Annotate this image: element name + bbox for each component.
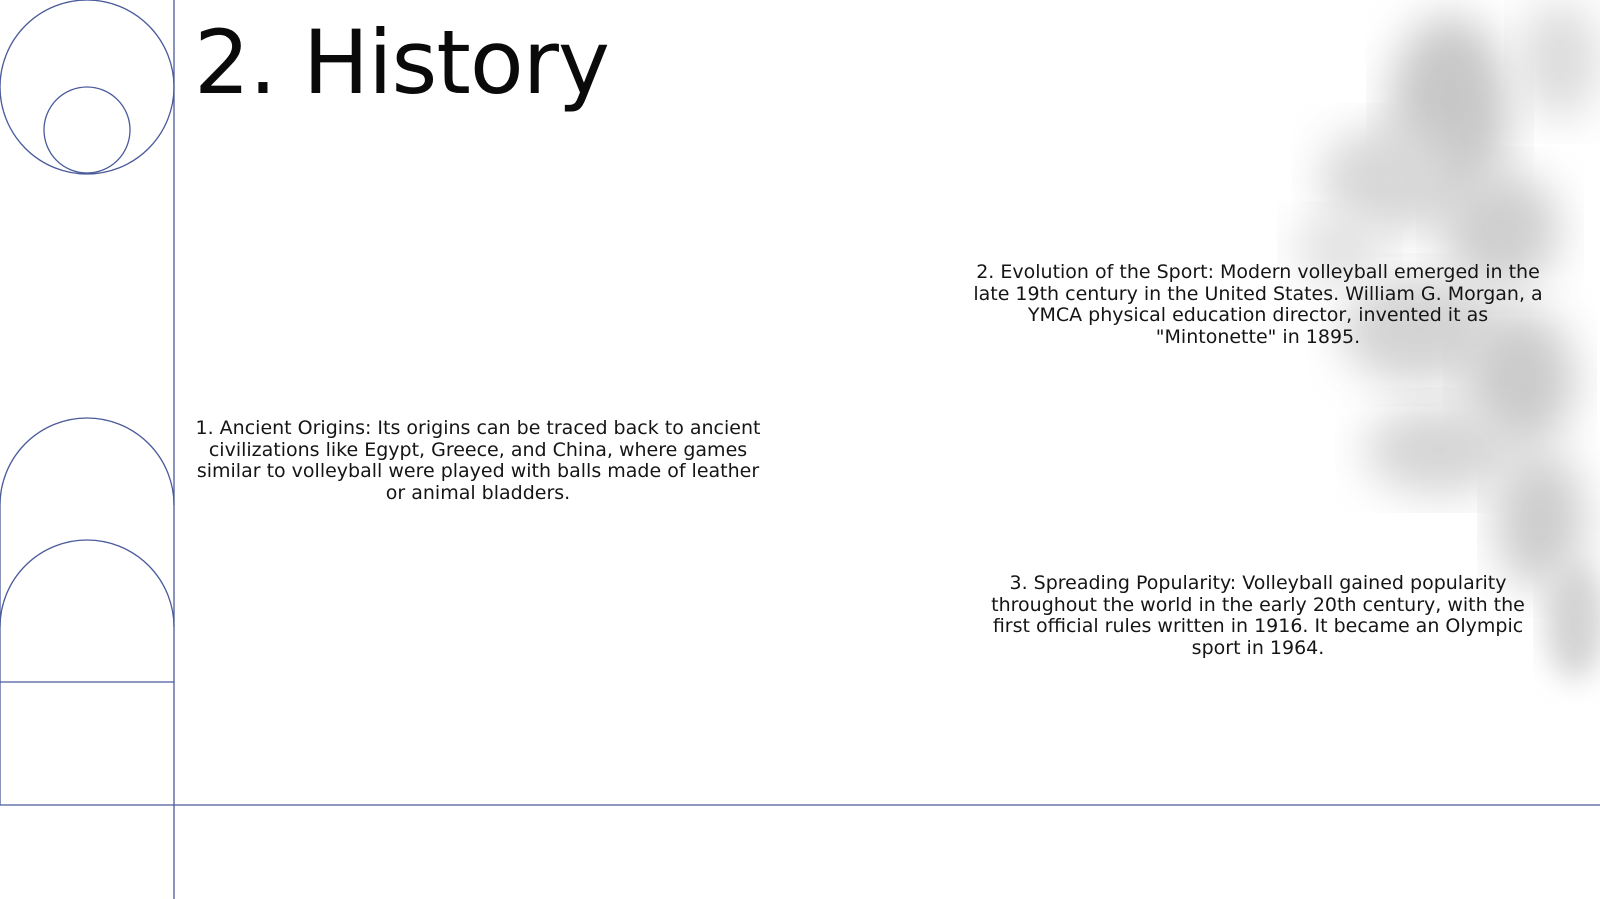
arch-inner	[0, 540, 174, 627]
small-circle	[44, 87, 130, 173]
point-evolution-of-the-sport: 2. Evolution of the Sport: Modern volleyball emerged in the late 19th century in the United States. William G. Morgan, a YMCA physical education director, invented it as "Mintonette" in 1895.	[973, 261, 1543, 348]
arch-outer	[0, 418, 174, 805]
point-spreading-popularity: 3. Spreading Popularity: Volleyball gained popularity throughout the world in the early 20th century, with the first official rules written in 1916. It became an Olympic sport in 1964.	[991, 572, 1525, 659]
slide-title: 2. History	[194, 11, 610, 114]
point-ancient-origins: 1. Ancient Origins: Its origins can be traced back to ancient civilizations like Egypt, Greece, and China, where games similar to volleyball were played with balls made of leather or animal bladders.	[195, 417, 761, 504]
